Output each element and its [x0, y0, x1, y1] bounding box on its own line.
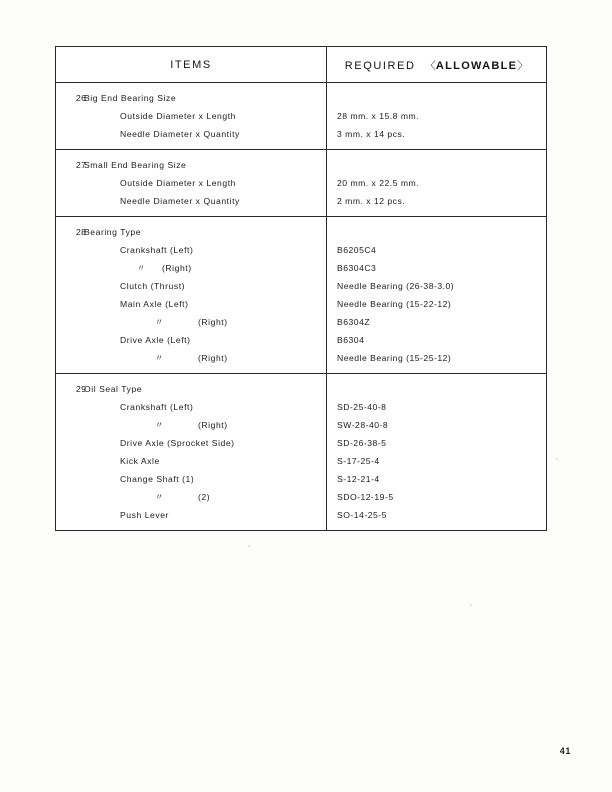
scan-speck	[248, 545, 250, 547]
ditto-mark-icon: 〃	[154, 492, 164, 502]
item-label: (2)	[198, 492, 211, 502]
item-value: B6304Z	[337, 317, 371, 327]
table-row	[56, 82, 546, 149]
ditto-mark-icon: 〃	[154, 420, 164, 430]
header-cell-required	[327, 47, 546, 82]
value-line	[327, 470, 546, 488]
item-value: Needle Bearing (15-22-12)	[337, 299, 452, 309]
value-line	[327, 192, 546, 210]
item-label: Needle Diameter x Quantity	[120, 129, 240, 139]
item-line	[56, 295, 326, 313]
value-line	[327, 277, 546, 295]
group-title-line	[56, 156, 326, 174]
item-line	[56, 125, 326, 143]
item-line	[56, 452, 326, 470]
item-value: 2 mm. x 12 pcs.	[337, 196, 406, 206]
item-value: B6304C3	[337, 263, 377, 273]
group-title-line	[56, 89, 326, 107]
table-row	[56, 149, 546, 216]
item-label-group	[56, 262, 192, 274]
item-label-group	[56, 419, 228, 431]
item-value: S-12-21-4	[337, 474, 380, 484]
ditto-mark-icon: 〃	[154, 317, 164, 327]
item-label: Crankshaft (Left)	[120, 245, 194, 255]
value-line	[327, 380, 546, 398]
item-label: Push Lever	[120, 510, 169, 520]
item-line	[56, 331, 326, 349]
item-label: Clutch (Thrust)	[120, 281, 186, 291]
item-value: 3 mm. x 14 pcs.	[337, 129, 406, 139]
page-number: 41	[559, 746, 571, 756]
header-required-label	[345, 57, 529, 73]
item-line-ditto	[56, 313, 326, 331]
required-cell	[327, 217, 546, 373]
item-value: S-17-25-4	[337, 456, 380, 466]
value-line	[327, 125, 546, 143]
required-cell	[327, 83, 546, 149]
ditto-mark-icon: 〃	[136, 263, 146, 273]
value-line	[327, 416, 546, 434]
items-cell	[56, 150, 327, 216]
item-line	[56, 107, 326, 125]
value-line	[327, 488, 546, 506]
item-label: Main Axle (Left)	[120, 299, 189, 309]
group-title: Oil Seal Type	[84, 384, 143, 394]
group-number: 28	[76, 227, 87, 237]
header-bracket-close: 〉	[517, 59, 529, 72]
group-title: Small End Bearing Size	[84, 160, 187, 170]
item-label: Crankshaft (Left)	[120, 402, 194, 412]
item-line-ditto	[56, 259, 326, 277]
value-line	[327, 434, 546, 452]
scan-speck	[556, 458, 558, 460]
item-label: Kick Axle	[120, 456, 160, 466]
ditto-mark-icon: 〃	[154, 353, 164, 363]
value-line	[327, 313, 546, 331]
item-value: Needle Bearing (15-25-12)	[337, 353, 452, 363]
item-label: (Right)	[198, 317, 228, 327]
group-number: 29	[76, 384, 87, 394]
value-line	[327, 156, 546, 174]
item-label-group	[56, 352, 228, 364]
value-line	[327, 107, 546, 125]
item-label-group	[56, 491, 210, 503]
item-value: 28 mm. x 15.8 mm.	[337, 111, 420, 121]
item-value: B6304	[337, 335, 365, 345]
item-line	[56, 398, 326, 416]
header-cell-items	[56, 47, 327, 82]
value-line	[327, 398, 546, 416]
item-value: Needle Bearing (26-38-3.0)	[337, 281, 455, 291]
specification-table	[55, 46, 547, 531]
item-value: SO-14-25-5	[337, 510, 387, 520]
table-header-row	[56, 47, 546, 82]
value-line	[327, 241, 546, 259]
value-line	[327, 259, 546, 277]
group-title-line	[56, 223, 326, 241]
required-cell	[327, 374, 546, 530]
item-value: SW-28-40-8	[337, 420, 389, 430]
item-value: SD-26-38-5	[337, 438, 387, 448]
item-line-ditto	[56, 416, 326, 434]
item-label: Outside Diameter x Length	[120, 111, 236, 121]
group-title: Big End Bearing Size	[84, 93, 177, 103]
group-title-line	[56, 380, 326, 398]
item-line-ditto	[56, 488, 326, 506]
value-line	[327, 452, 546, 470]
item-label: Drive Axle (Left)	[120, 335, 191, 345]
header-items-label: ITEMS	[170, 58, 212, 71]
item-line	[56, 470, 326, 488]
item-line	[56, 174, 326, 192]
item-line	[56, 192, 326, 210]
header-bracket-open: 〈	[424, 59, 436, 72]
group-number: 26	[76, 93, 87, 103]
items-cell	[56, 83, 327, 149]
group-title: Bearing Type	[84, 227, 142, 237]
value-line	[327, 223, 546, 241]
header-required-text: REQUIRED	[344, 59, 416, 72]
item-label: Change Shaft (1)	[120, 474, 195, 484]
items-cell	[56, 217, 327, 373]
required-cell	[327, 150, 546, 216]
header-allowable-text: ALLOWABLE	[435, 59, 518, 72]
item-value: B6205C4	[337, 245, 377, 255]
value-line	[327, 331, 546, 349]
item-value: 20 mm. x 22.5 mm.	[337, 178, 420, 188]
item-line	[56, 434, 326, 452]
group-number: 27	[76, 160, 87, 170]
scan-speck	[470, 604, 472, 606]
item-value: SD-25-40-8	[337, 402, 387, 412]
item-label: Outside Diameter x Length	[120, 178, 236, 188]
item-line	[56, 277, 326, 295]
item-label-group	[56, 316, 228, 328]
item-label: (Right)	[198, 420, 228, 430]
value-line	[327, 174, 546, 192]
item-label: (Right)	[198, 353, 228, 363]
item-label: Needle Diameter x Quantity	[120, 196, 240, 206]
table-row	[56, 216, 546, 373]
value-line	[327, 506, 546, 524]
table-row	[56, 373, 546, 530]
item-line	[56, 506, 326, 524]
item-value: SDO-12-19-5	[337, 492, 394, 502]
item-line	[56, 241, 326, 259]
value-line	[327, 349, 546, 367]
item-line-ditto	[56, 349, 326, 367]
value-line	[327, 295, 546, 313]
item-label: (Right)	[162, 263, 192, 273]
value-line	[327, 89, 546, 107]
item-label: Drive Axle (Sprocket Side)	[120, 438, 235, 448]
items-cell	[56, 374, 327, 530]
